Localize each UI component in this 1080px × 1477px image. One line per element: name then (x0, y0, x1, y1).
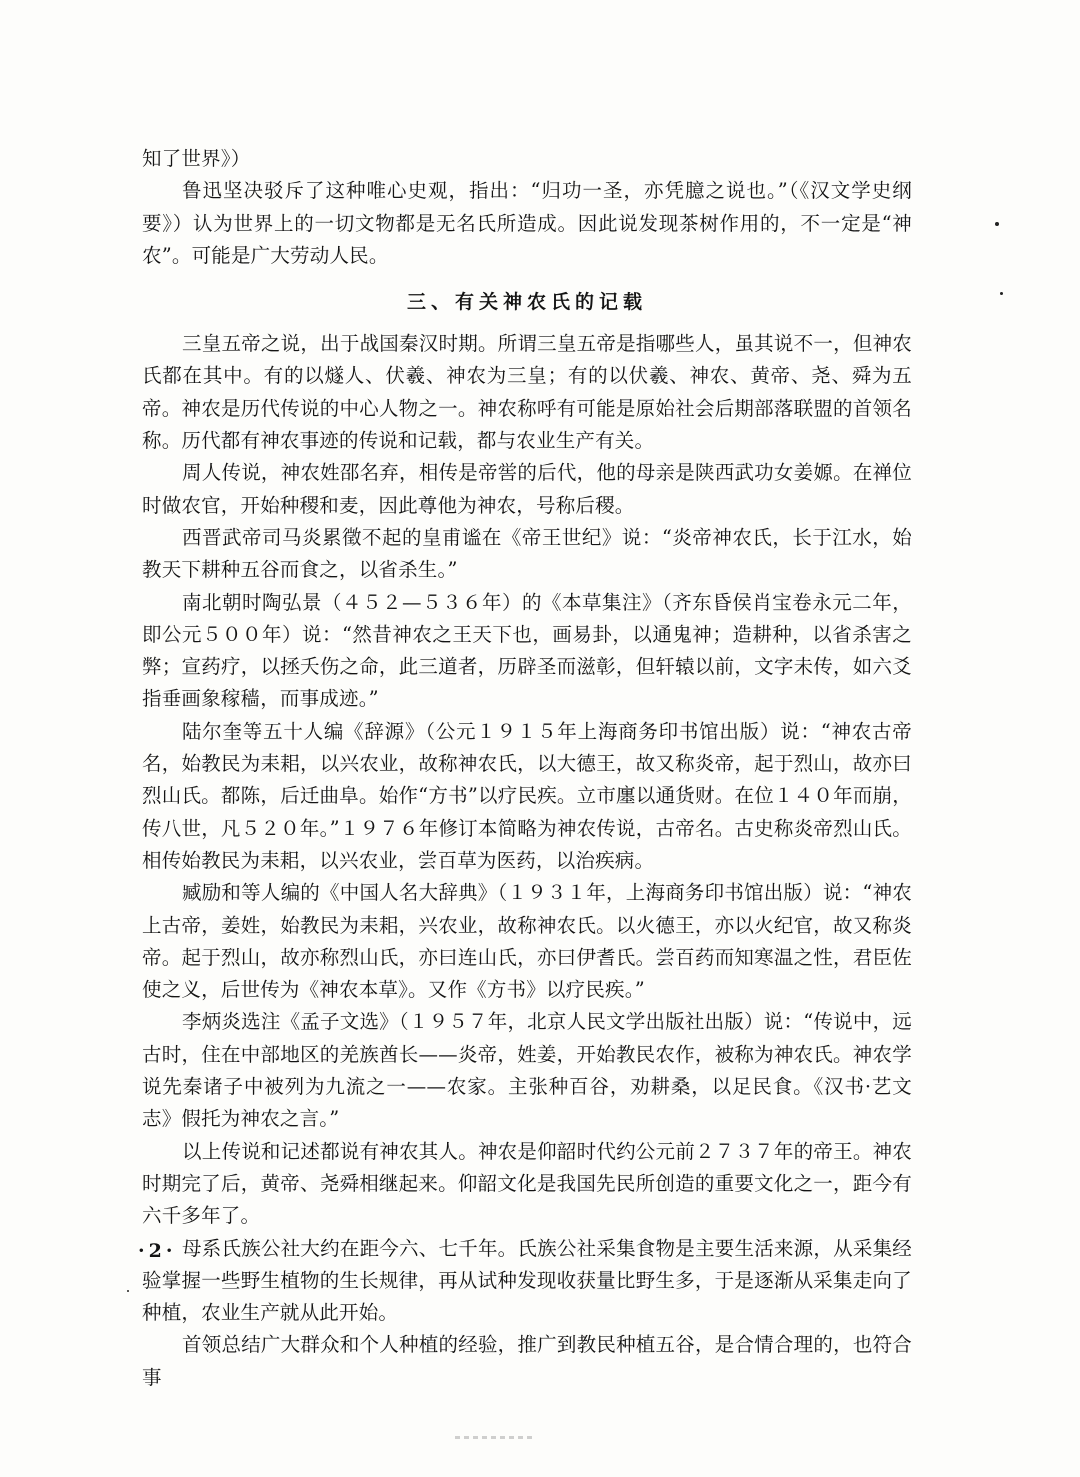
paragraph-xijin: 西晋武帝司马炎累徵不起的皇甫谧在《帝王世纪》说：“炎帝神农氏，长于江水，始教天下耕种五谷而食之，以省杀生。” (142, 525, 912, 582)
scan-smudge (455, 1436, 533, 1439)
scan-speck (127, 1290, 129, 1292)
paragraph-ciyuan: 陆尔奎等五十人编《辞源》（公元１９１５年上海商务印书馆出版）说：“神农古帝名，始教民为耒耜，以兴农业，故称神农氏，以大德王，故又称炎帝，起于烈山，故亦曰烈山氏。都陈，后迁曲阜。始作“方书”以疗民疾。立市廛以通货财。在位１４０年而崩，传八世，凡５２０年。”１９７６年修订本简略为神农传说，古帝名。古史称炎帝烈山氏。相传始教民为耒耜，以兴农业，尝百草为医药，以治疾病。 (142, 719, 912, 872)
paragraph-nanbeichao: 南北朝时陶弘景（４５２—５３６年）的《本草集注》（齐东昏侯肖宝卷永元二年，即公元５００年）说：“然昔神农之王天下也，画易卦，以通鬼神；造耕种，以省杀害之弊；宣药疗，以拯夭伤之命，此三道者，历辟圣而滋彰，但轩辕以前，文字未传，如六爻指垂画象稼穑，而事成迹。” (142, 590, 912, 711)
paragraph-sanhuang: 三皇五帝之说，出于战国秦汉时期。所谓三皇五帝是指哪些人，虽其说不一，但神农氏都在其中。有的以燧人、伏羲、神农为三皇；有的以伏羲、神农、黄帝、尧、舜为五帝。神农是历代传说的中心人物之一。神农称呼有可能是原始社会后期部落联盟的首领名称。历代都有神农事迹的传说和记载，都与农业生产有关。 (142, 332, 912, 453)
paragraph-summary: 以上传说和记述都说有神农其人。神农是仰韶时代约公元前２７３７年的帝王。神农时期完了后，黄帝、尧舜相继起来。仰韶文化是我国先民所创造的重要文化之一，距今有六千多年了。 (142, 1139, 912, 1228)
paragraph-zhouren: 周人传说，神农姓邵名弃，相传是帝喾的后代，他的母亲是陕西武功女姜嫄。在禅位时做农官，开始种稷和麦，因此尊他为神农，号称后稷。 (142, 461, 912, 517)
scan-speck (1000, 292, 1003, 295)
scan-speck (995, 222, 999, 226)
paragraph-luxun: 鲁迅坚决驳斥了这种唯心史观，指出：“归功一圣，亦凭臆之说也。”（《汉文学史纲要》）认为世界上的一切文物都是无名氏所造成。因此说发现茶树作用的，不一定是“神农”。可能是广大劳动人民。 (142, 179, 912, 267)
paragraph-renming-cidian: 臧励和等人编的《中国人名大辞典》（１９３１年，上海商务印书馆出版）说：“神农上古帝，姜姓，始教民为耒耜，兴农业，故称神农氏。以火德王，亦以火纪官，故又称炎帝。起于烈山，故亦称烈山氏，亦曰连山氏，亦曰伊耆氏。尝百药而知寒温之性，君臣佐使之义，后世传为《神农本草》。又作《方书》以疗民疾。” (142, 881, 912, 1002)
section-heading: 三、有关神农氏的记载 (406, 291, 647, 314)
paragraph-continuation: 知了世界》） (142, 147, 251, 170)
paragraph-shouling: 首领总结广大群众和个人种植的经验，推广到教民种植五谷，是合情合理的，也符合事 (142, 1333, 912, 1389)
body-text (142, 143, 912, 1394)
page-number: ·2· (138, 1240, 177, 1262)
paragraph-muxi: 母系氏族公社大约在距今六、七千年。氏族公社采集食物是主要生活来源，从采集经验掌握一些野生植物的生长规律，再从试种发现收获量比野生多，于是逐渐从采集走向了种植，农业生产就从此开始。 (142, 1236, 912, 1325)
paragraph-mengzi: 李炳炎选注《孟子文选》（１９５７年，北京人民文学出版社出版）说：“传说中，远古时，住在中部地区的羌族酋长——炎帝，姓姜，开始教民农作，被称为神农氏。神农学说先秦诸子中被列为九流之一——农家。主张种百谷，劝耕桑，以足民食。《汉书·艺文志》假托为神农之言。” (142, 1010, 912, 1131)
